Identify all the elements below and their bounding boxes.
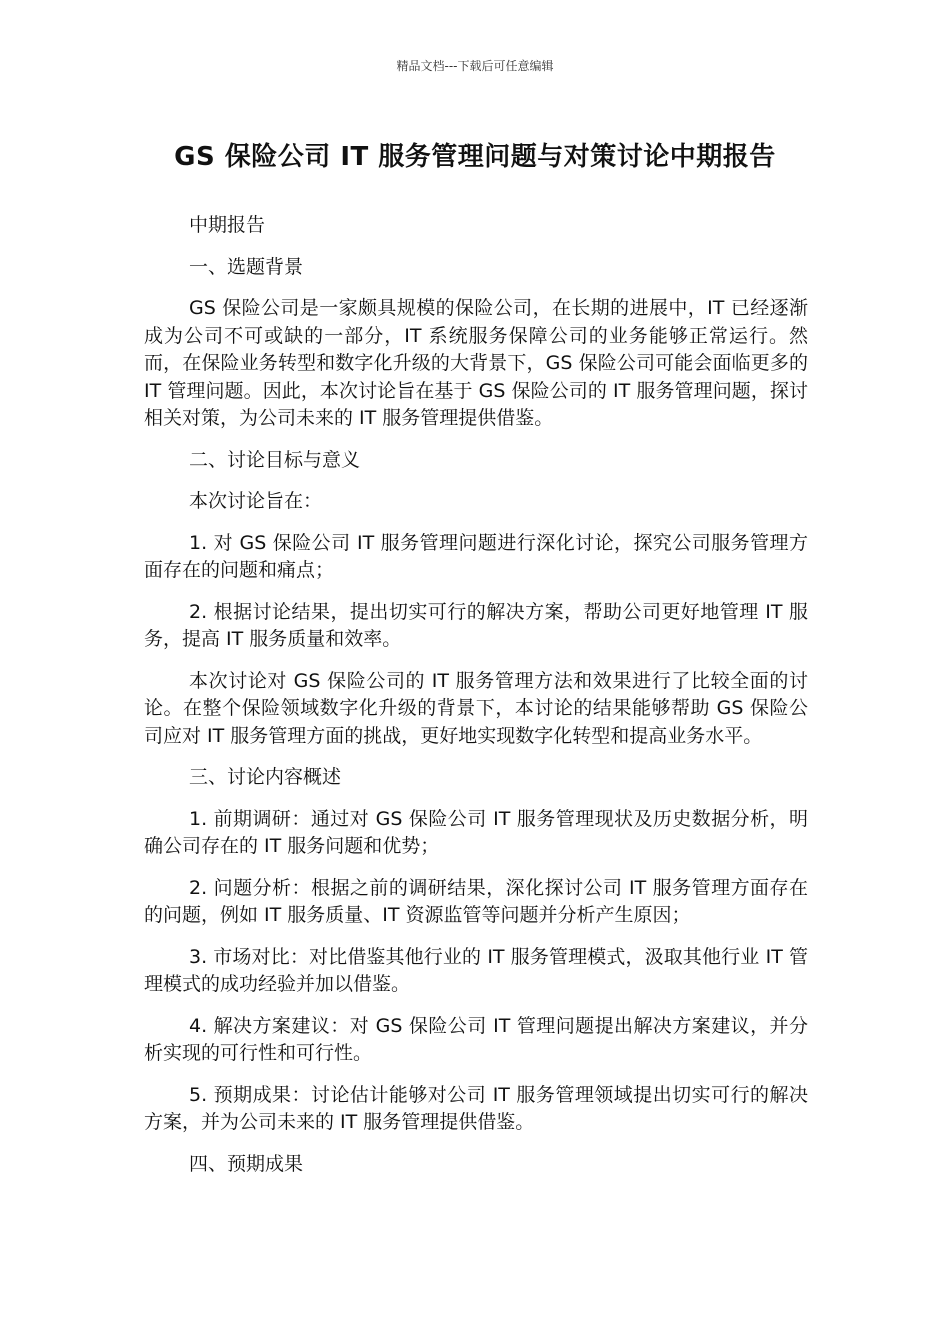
- paragraph-goals-intro: 本次讨论旨在：: [189, 490, 323, 512]
- section-heading-goals: 二、讨论目标与意义: [189, 448, 361, 471]
- section-heading-background: 一、选题背景: [189, 255, 304, 278]
- list-item-content-2: 2. 问题分析：根据之前的调研结果，深化探讨公司 IT 服务管理方面存在的问题，例如 IT 服务质量、IT 资源监管等问题并分析产生原因；: [144, 876, 808, 926]
- document-title: GS 保险公司 IT 服务管理问题与对策讨论中期报告: [174, 142, 776, 172]
- list-item-goal-1: 1. 对 GS 保险公司 IT 服务管理问题进行深化讨论，探究公司服务管理方面存在的问题和痛点；: [144, 531, 808, 581]
- list-item-content-5: 5. 预期成果：讨论估计能够对公司 IT 服务管理领域提出切实可行的解决方案，并为公司未来的 IT 服务管理提供借鉴。: [144, 1083, 808, 1133]
- list-item-content-4: 4. 解决方案建议：对 GS 保险公司 IT 管理问题提出解决方案建议，并分析实现的可行性和可行性。: [144, 1014, 808, 1064]
- document-body: [144, 212, 808, 1192]
- section-heading-outcomes: 四、预期成果: [189, 1152, 304, 1175]
- page-header-note: 精品文档---下载后可任意编辑: [396, 59, 554, 73]
- list-item-goal-2: 2. 根据讨论结果，提出切实可行的解决方案，帮助公司更好地管理 IT 服务，提高 IT 服务质量和效率。: [144, 600, 808, 650]
- section-heading-content: 三、讨论内容概述: [189, 766, 342, 788]
- report-label: 中期报告: [189, 214, 266, 236]
- list-item-content-1: 1. 前期调研：通过对 GS 保险公司 IT 服务管理现状及历史数据分析，明确公司存在的 IT 服务问题和优势；: [144, 807, 808, 857]
- list-item-content-3: 3. 市场对比：对比借鉴其他行业的 IT 服务管理模式，汲取其他行业 IT 管理模式的成功经验并加以借鉴。: [144, 945, 808, 995]
- paragraph-background: GS 保险公司是一家颇具规模的保险公司，在长期的进展中，IT 已经逐渐成为公司不可或缺的一部分，IT 系统服务保障公司的业务能够正常运行。然而，在保险业务转型和数字化升级的大背景下，GS 保险公司可能会面临更多的 IT 管理问题。因此，本次讨论旨在基于 GS 保险公司的 IT 服务管理问题，探讨相关对策，为公司未来的 IT 服务管理提供借鉴。: [144, 297, 808, 429]
- paragraph-significance: 本次讨论对 GS 保险公司的 IT 服务管理方法和效果进行了比较全面的讨论。在整个保险领域数字化升级的背景下，本讨论的结果能够帮助 GS 保险公司应对 IT 服务管理方面的挑战，更好地实现数字化转型和提高业务水平。: [144, 669, 808, 747]
